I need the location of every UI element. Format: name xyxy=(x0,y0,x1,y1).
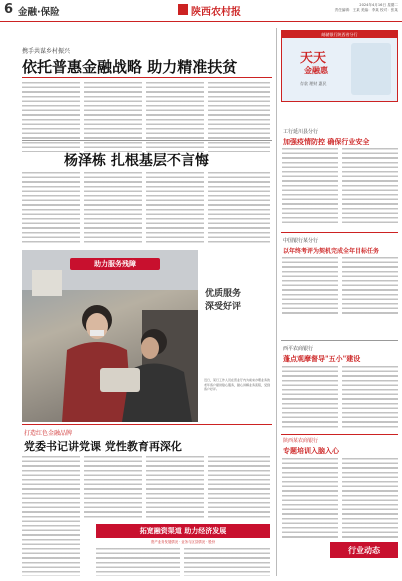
right-article2-title: 以年终考评为契机完成全年目标任务 xyxy=(283,248,380,255)
feature-top-rule xyxy=(22,140,272,141)
bottom-left-kicker: 打造红色金融品牌 xyxy=(24,430,73,437)
right-article2-body-col2 xyxy=(342,257,398,317)
right-article1-kicker: 工行延川县分行 xyxy=(283,129,319,135)
main-body-col3 xyxy=(146,82,204,152)
bottom-mid-body-col2 xyxy=(184,548,270,576)
right-ad-title-2: 金融惠 xyxy=(304,65,328,75)
main-title-rule xyxy=(22,77,272,78)
right-article3-rule xyxy=(281,340,398,341)
right-ad-sub: 存款 理财 惠民 xyxy=(300,81,327,86)
main-body-col1 xyxy=(22,82,80,152)
feature-body-col2 xyxy=(84,172,142,244)
right-article1-body-col2 xyxy=(342,148,398,224)
right-ad-image xyxy=(351,43,391,95)
bottom-left-rule xyxy=(22,424,272,425)
masthead-logo-icon xyxy=(178,4,188,15)
main-kicker: 携手共谋乡村振兴 xyxy=(22,48,71,55)
page-header xyxy=(0,0,402,22)
right-ad-header: 邮储银行陕西省分行 xyxy=(282,31,397,38)
right-article2-kicker: 中国银行某分行 xyxy=(283,238,319,244)
right-article1-title: 加强疫情防控 确保行业安全 xyxy=(283,137,370,146)
bottom-mid-banner-sub: 资产业务发展情况 · 业务与区县情况 · 股份 xyxy=(150,540,216,544)
right-article4-kicker: 陕西某农商银行 xyxy=(283,438,319,444)
right-article3-title: 蓬点观摩督导"五小"建设 xyxy=(283,354,361,363)
bottom-left-body-col2 xyxy=(84,456,142,518)
main-body-col4 xyxy=(208,82,270,152)
right-article3-body-col2 xyxy=(342,366,398,430)
section-name: 金融·保险 xyxy=(18,7,60,18)
issue-info xyxy=(288,3,398,13)
bottom-left-body-col3 xyxy=(146,456,204,518)
issue-editors: 责任编辑：王某 美编：李某 校对：张某 xyxy=(334,8,398,12)
right-ad xyxy=(281,30,398,102)
right-article4-body-col1 xyxy=(282,458,338,538)
masthead: 陕西农村报 xyxy=(191,7,241,18)
main-title: 依托普惠金融战略 助力精准扶贫 xyxy=(22,58,238,76)
feature-body-col3 xyxy=(146,172,204,244)
bottom-left-title: 党委书记讲党课 党性教育再深化 xyxy=(24,440,182,453)
column-divider xyxy=(276,28,277,576)
photo-banner: 助力服务残障 xyxy=(70,258,160,270)
issue-date: 2024年4月16日 星期二 xyxy=(359,3,398,7)
right-article2-body-col1 xyxy=(282,257,338,317)
right-article4-title: 专题培训入脑入心 xyxy=(283,446,339,455)
bottom-left-body-col4 xyxy=(208,456,270,518)
feature-body-col1 xyxy=(22,172,80,244)
bottom-left-body-col1 xyxy=(22,456,80,576)
photo-side-title-2: 深受好评 xyxy=(205,302,242,312)
right-ad-title-1: 天天 xyxy=(300,51,327,66)
photo-caption: 近日，某行工作人员在营业厅内为前来办理业务的老年客户提供贴心服务，耐心讲解业务流程，受到客户好评。 xyxy=(204,378,271,392)
right-article3-body-col1 xyxy=(282,366,338,430)
photo-side-title-1: 优质服务 xyxy=(205,289,242,299)
right-article4-body-col2 xyxy=(342,458,398,538)
right-article3-kicker: 西平农商银行 xyxy=(283,346,314,352)
page-number: 6 xyxy=(4,2,14,17)
bottom-mid-banner: 拓宽融资渠道 助力经济发展 xyxy=(96,524,270,538)
right-article1-body-col1 xyxy=(282,148,338,224)
main-body-col2 xyxy=(84,82,142,152)
right-article2-rule xyxy=(281,232,398,233)
feature-body-col4 xyxy=(208,172,270,244)
feature-photo xyxy=(22,250,198,422)
industry-news-banner: 行业动态 xyxy=(330,542,398,558)
bottom-mid-body-col1 xyxy=(96,548,180,576)
photo-scene xyxy=(22,250,198,422)
feature-title: 杨泽栋 扎根基层不言悔 xyxy=(64,153,209,169)
right-article4-rule xyxy=(281,434,398,435)
